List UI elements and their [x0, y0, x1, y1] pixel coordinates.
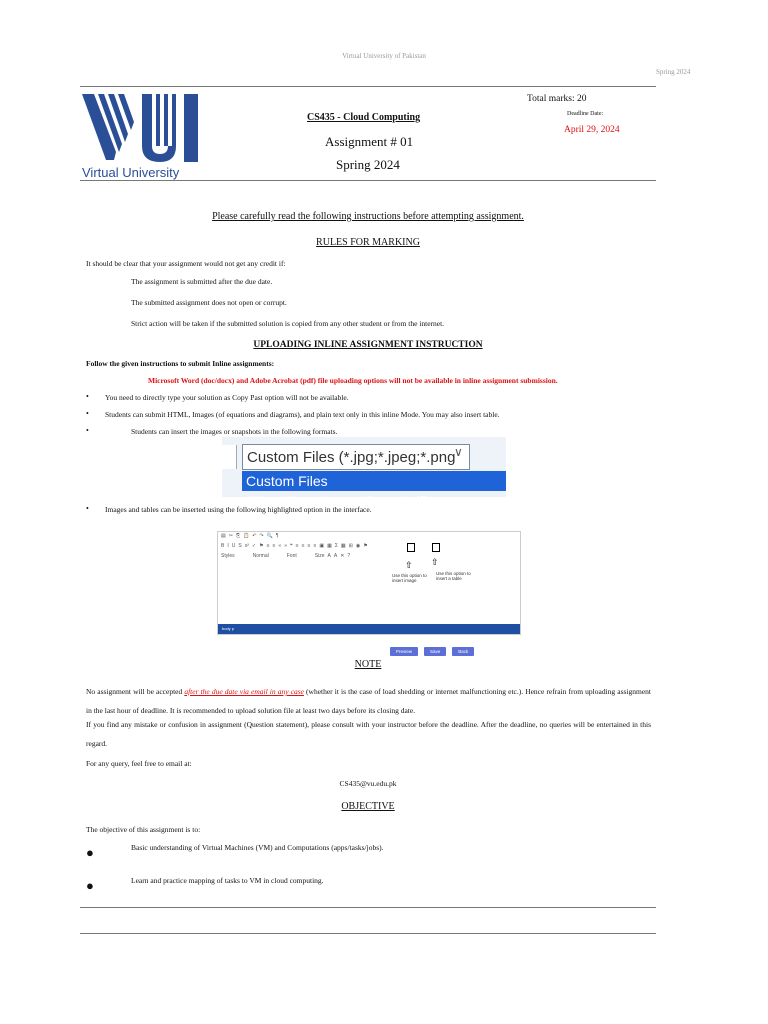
upload-bullet: • — [86, 504, 89, 513]
footer-divider — [80, 907, 656, 908]
rules-item: The assignment is submitted after the due date. — [131, 277, 273, 286]
insert-table-highlight — [432, 543, 440, 552]
upload-item: Students can insert the images or snapshots in the following formats. — [131, 427, 338, 436]
file-type-field: Custom Files (*.jpg;*.jpeg;*.png — [242, 444, 470, 470]
total-marks: Total marks: 20 — [527, 94, 587, 104]
upload-bullet: • — [86, 392, 89, 401]
editor-toolbar-row-2: B I U S x² ✓ ⚑ ≡ ≡ « » ❝ ≡ ≡ ≡ ≡ ▣ ▦ Σ ▦ ⊞ ◉ ⚑ — [221, 543, 368, 549]
upload-item: Students can submit HTML, Images (of equations and diagrams), and plain text only in this inline Mode. You may also insert table. — [105, 410, 500, 419]
logo-text: Virtual University — [82, 165, 180, 180]
objective-item: Learn and practice mapping of tasks to VM in cloud computing. — [131, 876, 324, 885]
header-term: Spring 2024 — [656, 68, 691, 76]
rules-heading: RULES FOR MARKING — [316, 237, 420, 248]
editor-buttons — [390, 640, 476, 658]
upload-lead: Follow the given instructions to submit Inline assignments: — [86, 359, 275, 368]
instructions-line: Please carefully read the following instructions before attempting assignment. — [212, 211, 524, 222]
dialog-left-edge — [222, 445, 237, 469]
editor-toolbar-row-3: Styles Normal Font Size A A ✕ ? — [221, 553, 351, 559]
insert-table-label: Use this option to insert a table — [436, 571, 471, 581]
rules-item: Strict action will be taken if the submitted solution is copied from any other student or from the internet. — [131, 319, 445, 328]
note-paragraph-2: If you find any mistake or confusion in assignment (Question statement), please consult with your instructor before the deadline. After the deadline, no queries will be entertained in this regard. — [86, 720, 651, 748]
late-submission-link: after the due date via email in any case — [184, 687, 304, 696]
note-paragraph-3: For any query, feel free to email at: — [86, 759, 192, 768]
upload-bullet: • — [86, 426, 89, 435]
editor-status-bar: body p — [218, 624, 520, 634]
note-heading: NOTE — [354, 659, 382, 670]
header-bottom-divider — [80, 180, 656, 181]
vu-logo — [80, 90, 204, 180]
upload-item: You need to directly type your solution as Copy Past option will not be available. — [105, 393, 349, 402]
back-button: Back — [452, 647, 474, 656]
objective-bullet: ● — [86, 845, 94, 860]
editor-toolbar-row-1: ▤ ✂ ⎘ 📋 ↶ ↷ 🔍 ¶ — [221, 533, 279, 539]
footer-divider — [80, 933, 656, 934]
contact-email: CS435@vu.edu.pk — [339, 779, 397, 788]
preview-button: Preview — [390, 647, 418, 656]
deadline-date: April 29, 2024 — [564, 125, 620, 135]
insert-image-highlight — [407, 543, 415, 552]
objective-item: Basic understanding of Virtual Machines (VM) and Computations (apps/tasks/jobs). — [131, 843, 384, 852]
note-paragraph-1: No assignment will be accepted after the due date via email in any case (whether it is the case of load shedding or internet malfunctioning etc.). Hence refrain from uploading assignment in the last hour of deadline. It is recommended to upload solution file at least two days before its closing date. — [86, 687, 652, 715]
file-type-screenshot — [222, 437, 506, 509]
assignment-number: Assignment # 01 — [325, 134, 414, 149]
objective-heading: OBJECTIVE — [341, 801, 395, 812]
header-org: Virtual University of Pakistan — [342, 52, 426, 60]
course-title: CS435 - Cloud Computing — [307, 112, 421, 123]
objective-lead: The objective of this assignment is to: — [86, 825, 201, 834]
objective-bullet: ● — [86, 878, 94, 893]
header-divider — [80, 86, 656, 87]
upload-warning: Microsoft Word (doc/docx) and Adobe Acrobat (pdf) file uploading options will not be available in inline assignment submission. — [148, 376, 558, 385]
upload-item: Images and tables can be inserted using the following highlighted option in the interface. — [105, 505, 372, 514]
file-type-selected-option: Custom Files (*.jpg;*.jpeg;*.png;*.bmp;*.gif) — [242, 471, 506, 491]
upload-bullet: • — [86, 409, 89, 418]
arrow-up-icon: ⇧ — [405, 560, 413, 570]
chevron-down-icon: ∨ — [454, 445, 463, 459]
arrow-up-icon: ⇧ — [431, 557, 439, 567]
insert-image-label: Use this option to insert image — [392, 573, 427, 583]
rules-item: The submitted assignment does not open or corrupt. — [131, 298, 287, 307]
deadline-label: Deadline Date: — [567, 111, 604, 117]
rules-lead: It should be clear that your assignment would not get any credit if: — [86, 259, 286, 268]
editor-screenshot — [217, 531, 521, 635]
upload-heading: UPLOADING INLINE ASSIGNMENT INSTRUCTION — [253, 340, 483, 350]
save-button: Save — [424, 647, 446, 656]
semester: Spring 2024 — [336, 157, 400, 172]
